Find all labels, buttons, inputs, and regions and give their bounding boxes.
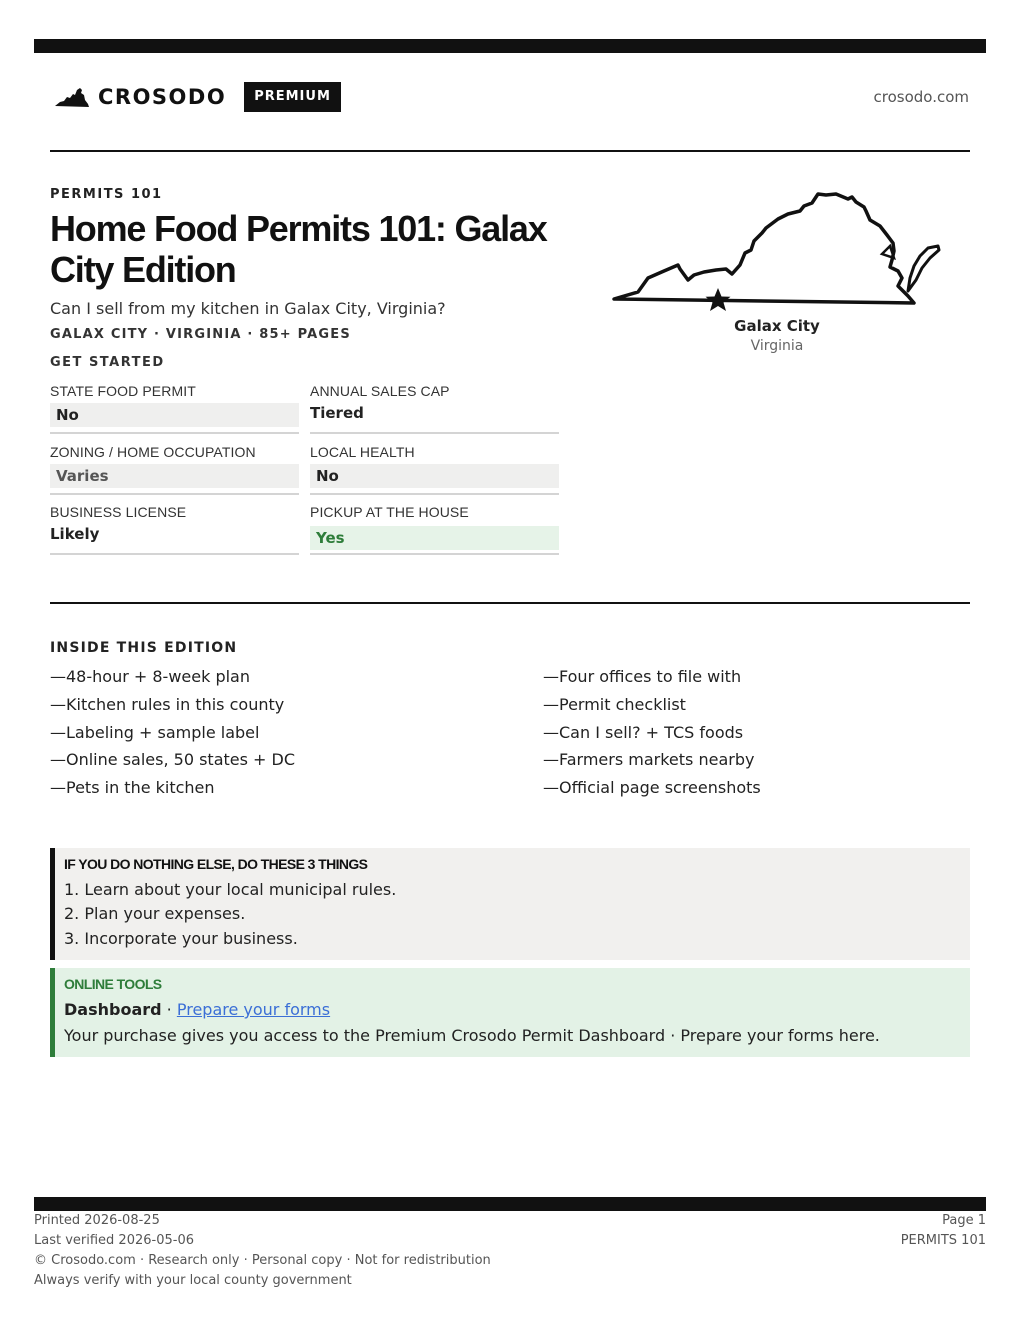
list-item: —Permit checklist bbox=[543, 694, 686, 714]
list-item: —Can I sell? + TCS foods bbox=[543, 722, 744, 742]
callout-item: 2. Plan your expenses. bbox=[64, 904, 246, 923]
fact-label: STATE FOOD PERMIT bbox=[50, 383, 196, 399]
map-city-label: Galax City bbox=[734, 317, 820, 335]
kicker: PERMITS 101 bbox=[50, 187, 163, 202]
dashboard-line bbox=[64, 1000, 330, 1019]
printed-date: Printed 2026-08-25 bbox=[34, 1213, 160, 1228]
fact-business-license bbox=[50, 501, 299, 555]
separator: · bbox=[161, 1000, 177, 1019]
fact-value: No bbox=[310, 464, 559, 488]
subtitle: Can I sell from my kitchen in Galax City, Virginia? bbox=[50, 299, 446, 318]
inside-list-right bbox=[543, 665, 761, 804]
callout-item: 1. Learn about your local municipal rules. bbox=[64, 880, 397, 899]
section-divider bbox=[50, 602, 970, 604]
callout-heading: ONLINE TOOLS bbox=[64, 976, 162, 992]
brand bbox=[54, 82, 341, 112]
page-number: Page 1 bbox=[942, 1213, 986, 1228]
online-tools-callout bbox=[50, 968, 970, 1057]
brand-name: CROSODO bbox=[98, 85, 227, 109]
bottom-bar bbox=[34, 1197, 986, 1211]
fact-pickup bbox=[310, 501, 559, 555]
inside-list-left bbox=[50, 665, 295, 804]
fact-annual-sales-cap bbox=[310, 380, 559, 434]
virginia-map-with-star-icon bbox=[608, 186, 948, 316]
fact-label: PICKUP AT THE HOUSE bbox=[310, 504, 469, 520]
star-icon bbox=[706, 288, 731, 311]
top-bar bbox=[34, 39, 986, 53]
three-things-callout bbox=[50, 848, 970, 960]
fact-value: Varies bbox=[50, 464, 299, 488]
list-item: —Labeling + sample label bbox=[50, 722, 260, 742]
fact-label: ANNUAL SALES CAP bbox=[310, 383, 450, 399]
fact-value: Tiered bbox=[310, 404, 364, 422]
premium-badge: PREMIUM bbox=[244, 82, 341, 112]
list-item: —Kitchen rules in this county bbox=[50, 694, 285, 714]
callout-item: 3. Incorporate your business. bbox=[64, 929, 298, 948]
fact-local-health bbox=[310, 441, 559, 495]
verify-note: Always verify with your local county government bbox=[34, 1273, 352, 1288]
edition-meta: GALAX CITY · VIRGINIA · 85+ PAGES bbox=[50, 327, 351, 342]
site-url[interactable]: crosodo.com bbox=[873, 88, 969, 106]
verified-date: Last verified 2026-05-06 bbox=[34, 1233, 194, 1248]
list-item: —Four offices to file with bbox=[543, 667, 742, 686]
fact-label: BUSINESS LICENSE bbox=[50, 504, 187, 520]
dashboard-label: Dashboard bbox=[64, 1000, 162, 1019]
list-item: —Pets in the kitchen bbox=[50, 778, 215, 798]
online-tools-body: Your purchase gives you access to the Premium Crosodo Permit Dashboard · Prepare your forms here. bbox=[64, 1026, 880, 1045]
footer-section: PERMITS 101 bbox=[900, 1233, 986, 1248]
map-state-label: Virginia bbox=[750, 338, 804, 354]
fact-value: Yes bbox=[310, 526, 559, 550]
header-divider bbox=[50, 150, 970, 152]
copyright: © Crosodo.com · Research only · Personal copy · Not for redistribution bbox=[34, 1253, 491, 1268]
fact-label: ZONING / HOME OCCUPATION bbox=[50, 444, 256, 460]
callout-heading: IF YOU DO NOTHING ELSE, DO THESE 3 THINGS bbox=[64, 856, 368, 872]
list-item: —Online sales, 50 states + DC bbox=[50, 750, 296, 770]
fact-state-food-permit bbox=[50, 380, 299, 434]
fact-label: LOCAL HEALTH bbox=[310, 444, 415, 460]
fact-value: No bbox=[50, 403, 299, 427]
inside-heading: INSIDE THIS EDITION bbox=[50, 640, 238, 656]
page-title: Home Food Permits 101: Galax City Edition bbox=[50, 208, 547, 290]
fact-zoning bbox=[50, 441, 299, 495]
fact-value: Likely bbox=[50, 525, 100, 543]
list-item: —Official page screenshots bbox=[543, 778, 761, 798]
get-started-heading: GET STARTED bbox=[50, 355, 165, 370]
virginia-logo-icon bbox=[54, 86, 90, 108]
list-item: —Farmers markets nearby bbox=[543, 750, 755, 770]
list-item: —48-hour + 8-week plan bbox=[50, 667, 250, 686]
prepare-forms-link[interactable]: Prepare your forms bbox=[176, 1000, 331, 1019]
